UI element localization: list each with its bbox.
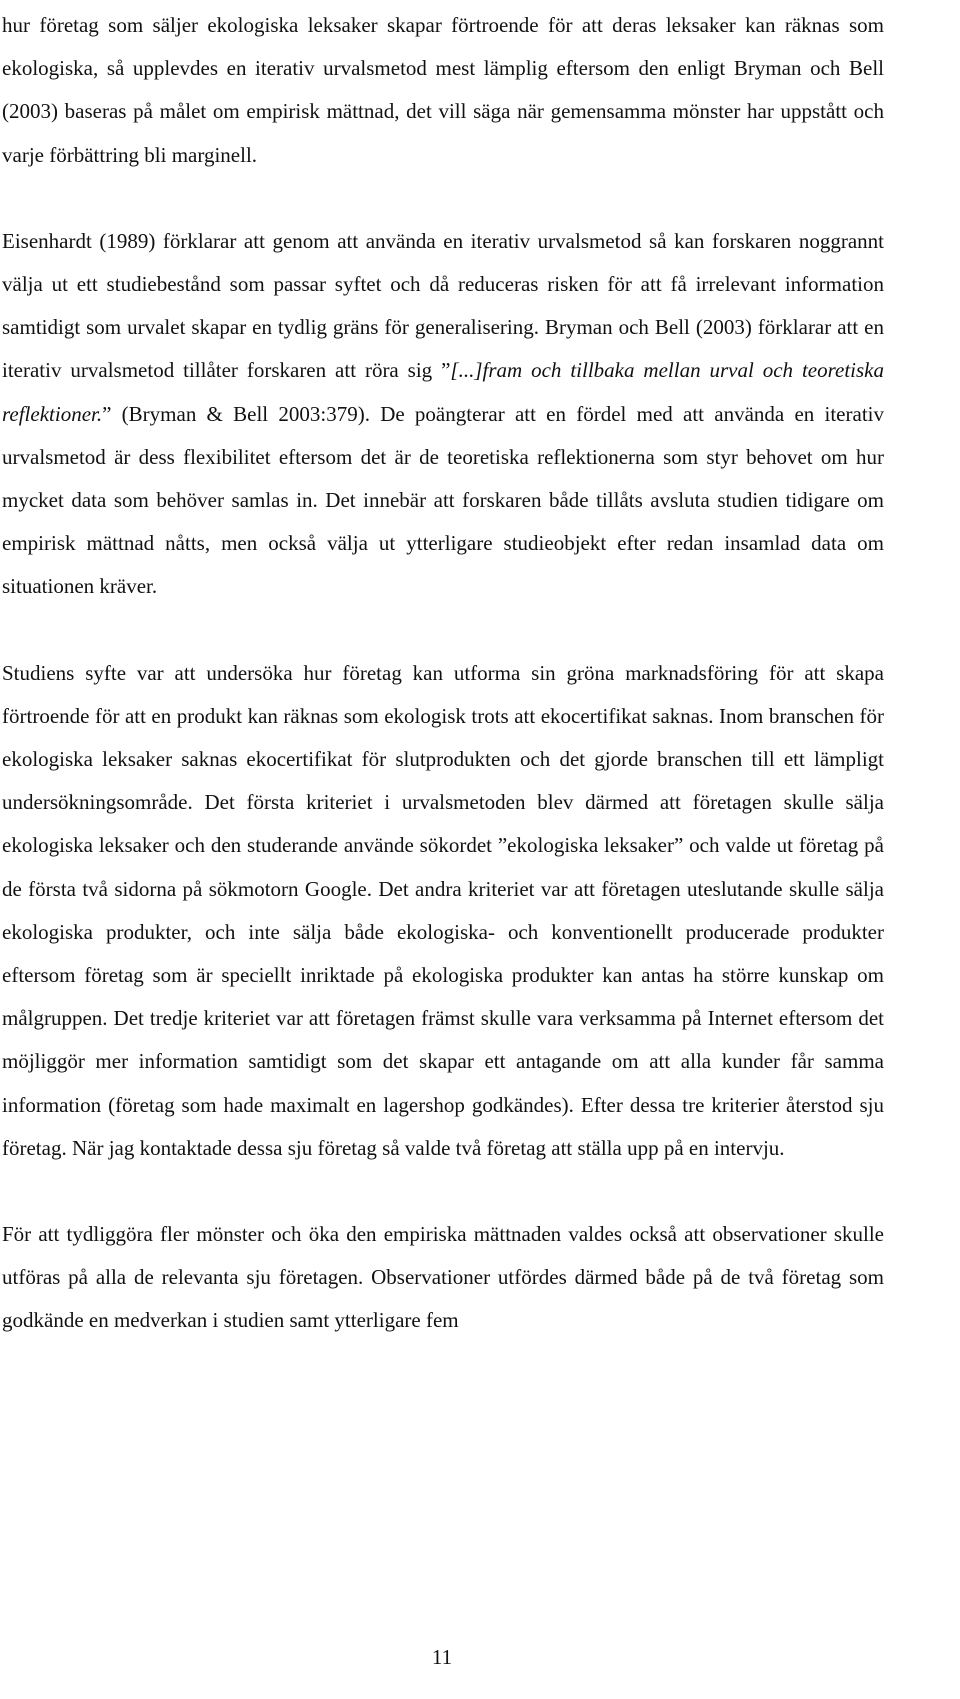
- paragraph-2-text-before: Eisenhardt (1989) förklarar att genom att använda en iterativ urvalsmetod så kan forskaren noggrannt välja ut ett studiebestånd som passar syftet och då reduceras risken för att få irrelevant information samtidigt som urvalet skapar en tydlig gräns för generalisering. Bryman och Bell (2003) förklarar att en iterativ urvalsmetod tillåter forskaren att röra sig ”: [2, 228, 884, 383]
- paragraph-2-text-after: ” (Bryman & Bell 2003:379). De poängterar att en fördel med att använda en iterativ urvalsmetod är dess flexibilitet eftersom det är de teoretiska reflektionerna som styr behovet om hur mycket data som behöver samlas in. Det innebär att forskaren både tillåts avsluta studien tidigare om empirisk mättnad nåtts, men också välja ut ytterligare studieobjekt efter redan insamlad data om situationen kräver.: [2, 401, 884, 599]
- paragraph-1: hur företag som säljer ekologiska leksaker skapar förtroende för att deras leksaker kan räknas som ekologiska, så upplevdes en iterativ urvalsmetod mest lämplig eftersom den enligt Bryman och Bell (2003) baseras på målet om empirisk mättnad, det vill säga när gemensamma mönster har uppstått och varje förbättring bli marginell.: [2, 13, 884, 167]
- paragraph-3: Studiens syfte var att undersöka hur företag kan utforma sin gröna marknadsföring för att skapa förtroende för att en produkt kan räknas som ekologisk trots att ekocertifikat saknas. Inom branschen för ekologiska leksaker saknas ekocertifikat för slutprodukten och det gjorde branschen till ett lämpligt undersökningsområde. Det första kriteriet i urvalsmetoden blev därmed att företagen skulle sälja ekologiska leksaker och den studerande använde sökordet ”ekologiska leksaker” och valde ut företag på de första två sidorna på sökmotorn Google. Det andra kriteriet var att företagen uteslutande skulle sälja ekologiska produkter, och inte sälja både ekologiska- och konventionellt producerade produkter eftersom företag som är speciellt inriktade på ekologiska produkter kan antas ha större kunskap om målgruppen. Det tredje kriteriet var att företagen främst skulle vara verksamma på Internet eftersom det möjliggör mer information samtidigt som det skapar ett antagande om att alla kunder får samma information (företag som hade maximalt en lagershop godkändes). Efter dessa tre kriterier återstod sju företag. När jag kontaktade dessa sju företag så valde två företag att ställa upp på en intervju.: [2, 660, 884, 1160]
- paragraph-2: [2, 220, 884, 609]
- page-number: 11: [431, 1645, 453, 1669]
- paragraph-4: För att tydliggöra fler mönster och öka den empiriska mättnaden valdes också att observationer skulle utföras på alla de relevanta sju företagen. Observationer utfördes därmed både på de två företag som godkände en medverkan i studien samt ytterligare fem: [2, 1222, 884, 1333]
- paragraph-2-quote: [...]fram och tillbaka mellan urval och teoretiska reflektioner.: [2, 358, 884, 426]
